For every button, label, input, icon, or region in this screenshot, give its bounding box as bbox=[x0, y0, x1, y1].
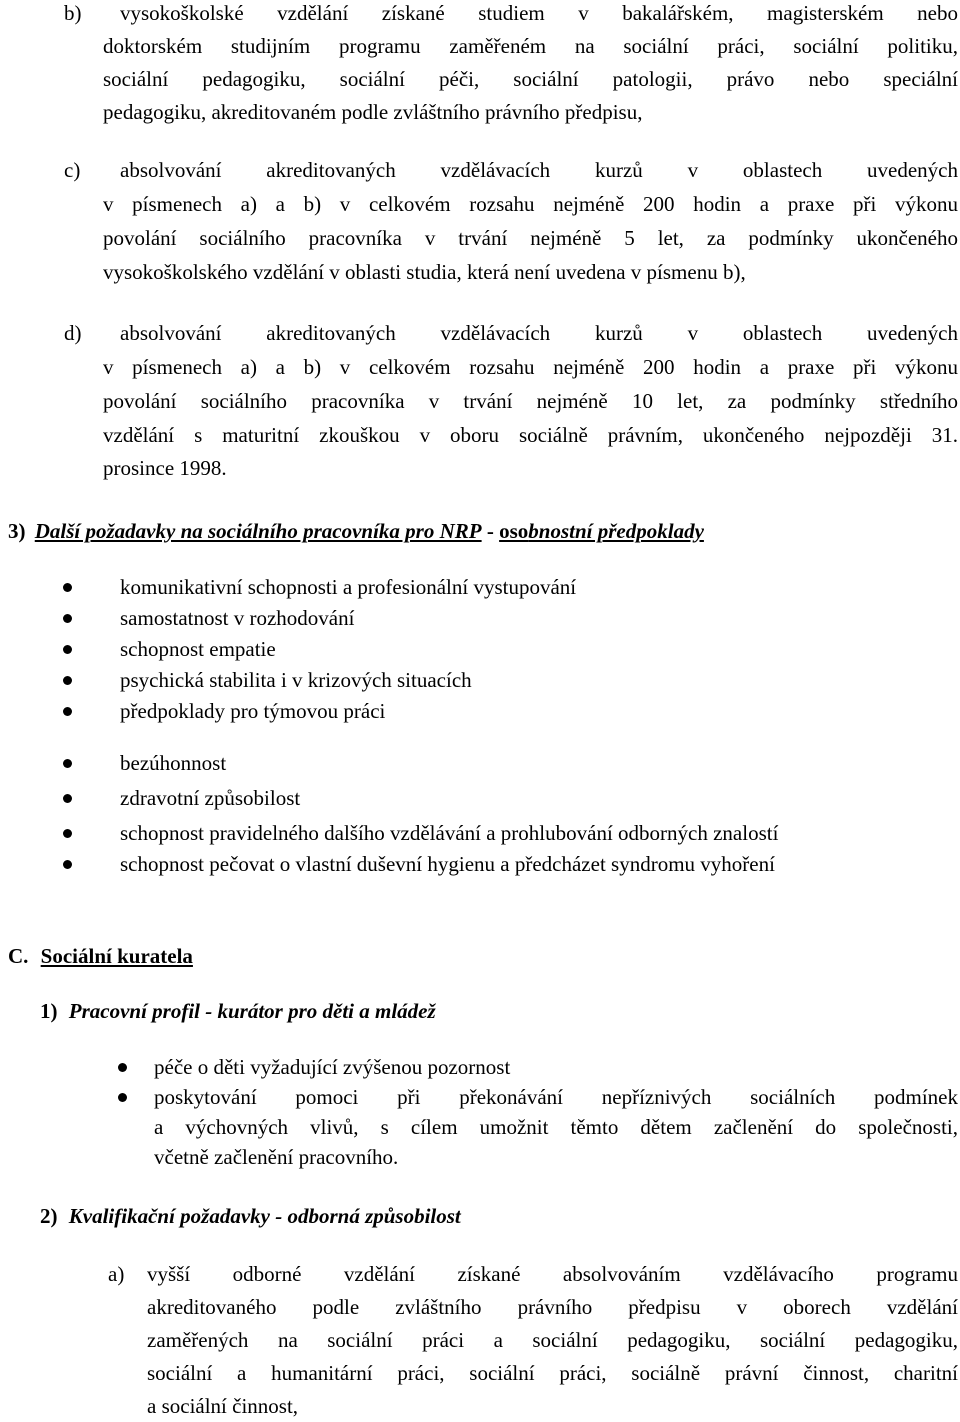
item-d-line: absolvování akreditovaných vzdělávacích kurzů v oblastech uvedených bbox=[120, 321, 958, 345]
list-item-line: a výchovných vlivů, s cílem umožnit těmto dětem začlenění do společnosti, bbox=[154, 1115, 958, 1139]
bullet-icon bbox=[63, 645, 72, 654]
bullet-icon bbox=[63, 676, 72, 685]
section-3-title-sep: - bbox=[481, 519, 500, 543]
item-c-line: vysokoškolského vzdělání v oblasti studia, která není uvedena v písmenu b), bbox=[103, 260, 746, 284]
bullet-icon bbox=[63, 794, 72, 803]
list-item-line: poskytování pomoci při překonávání nepříznivých sociálních podmínek bbox=[154, 1085, 958, 1109]
list-item: schopnost pravidelného dalšího vzdělávání a prohlubování odborných znalostí bbox=[120, 821, 779, 845]
item-a-line: zaměřených na sociální práci a sociální pedagogiku, sociální pedagogiku, bbox=[147, 1328, 958, 1352]
item-b-line: vysokoškolské vzdělání získané studiem v bakalářském, magisterském nebo bbox=[120, 1, 958, 25]
profile-1-title: Pracovní profil - kurátor pro děti a mládež bbox=[68, 999, 436, 1023]
list-item: zdravotní způsobilost bbox=[120, 786, 301, 810]
bullet-icon bbox=[118, 1093, 127, 1102]
list-item: péče o děti vyžadující zvýšenou pozornost bbox=[154, 1055, 511, 1079]
item-a-line: a sociální činnost, bbox=[147, 1394, 299, 1418]
section-3-number: 3) bbox=[8, 519, 26, 543]
item-d-marker: d) bbox=[64, 321, 82, 345]
list-item: schopnost empatie bbox=[120, 637, 276, 661]
bullet-icon bbox=[63, 860, 72, 869]
item-d-line: prosince 1998. bbox=[103, 456, 227, 480]
item-a-marker: a) bbox=[108, 1262, 125, 1286]
section-3-title-tail-italic: bnostní předpoklady bbox=[528, 519, 704, 543]
item-b-line: doktorském studijním programu zaměřeném na sociální práci, sociální politiku, bbox=[103, 34, 958, 58]
item-b-marker: b) bbox=[64, 1, 82, 25]
bullet-icon bbox=[63, 614, 72, 623]
section-3-heading bbox=[8, 518, 704, 544]
item-b-line: pedagogiku, akreditovaném podle zvláštního právního předpisu, bbox=[103, 100, 643, 124]
item-c-line: v písmenech a) a b) v celkovém rozsahu nejméně 200 hodin a praxe při výkonu bbox=[103, 192, 958, 216]
profile-2-title: Kvalifikační požadavky - odborná způsobilost bbox=[68, 1204, 461, 1228]
item-c-line: povolání sociálního pracovníka v trvání nejméně 5 let, za podmínky ukončeného bbox=[103, 226, 958, 250]
item-d-line: vzdělání s maturitní zkouškou v oboru sociálně právním, ukončeného nejpozději 31. bbox=[103, 423, 958, 447]
item-a-line: vyšší odborné vzdělání získané absolvováním vzdělávacího programu bbox=[147, 1262, 958, 1286]
item-c-marker: c) bbox=[64, 158, 81, 182]
profile-1-heading bbox=[40, 998, 436, 1024]
list-item: psychická stabilita i v krizových situacích bbox=[120, 668, 472, 692]
item-b-line: sociální pedagogiku, sociální péči, sociální patologii, právo nebo speciální bbox=[103, 67, 958, 91]
profile-2-heading bbox=[40, 1203, 461, 1229]
list-item: schopnost pečovat o vlastní duševní hygienu a předcházet syndromu vyhoření bbox=[120, 852, 775, 876]
section-3-title-tail: oso bbox=[499, 519, 529, 543]
bullet-icon bbox=[63, 829, 72, 838]
list-item-line: včetně začlenění pracovního. bbox=[154, 1145, 399, 1169]
item-a-line: akreditovaného podle zvláštního právního předpisu v oborech vzdělání bbox=[147, 1295, 958, 1319]
list-item: komunikativní schopnosti a profesionální vystupování bbox=[120, 575, 577, 599]
item-d-line: povolání sociálního pracovníka v trvání nejméně 10 let, za podmínky středního bbox=[103, 389, 958, 413]
list-item: předpoklady pro týmovou práci bbox=[120, 699, 386, 723]
bullet-icon bbox=[63, 583, 72, 592]
section-c-letter: C. bbox=[8, 944, 29, 968]
section-c-heading bbox=[8, 943, 193, 969]
list-item: samostatnost v rozhodování bbox=[120, 606, 355, 630]
section-3-title: Další požadavky na sociálního pracovníka pro NRP bbox=[34, 519, 482, 543]
section-c-title: Sociální kuratela bbox=[40, 944, 193, 968]
item-d-line: v písmenech a) a b) v celkovém rozsahu nejméně 200 hodin a praxe při výkonu bbox=[103, 355, 958, 379]
item-a-line: sociální a humanitární práci, sociální práci, sociálně právní činnost, charitní bbox=[147, 1361, 958, 1385]
list-item: bezúhonnost bbox=[120, 751, 227, 775]
bullet-icon bbox=[63, 707, 72, 716]
profile-2-number: 2) bbox=[40, 1204, 58, 1228]
bullet-icon bbox=[63, 759, 72, 768]
item-c-line: absolvování akreditovaných vzdělávacích kurzů v oblastech uvedených bbox=[120, 158, 958, 182]
profile-1-number: 1) bbox=[40, 999, 58, 1023]
bullet-icon bbox=[118, 1063, 127, 1072]
